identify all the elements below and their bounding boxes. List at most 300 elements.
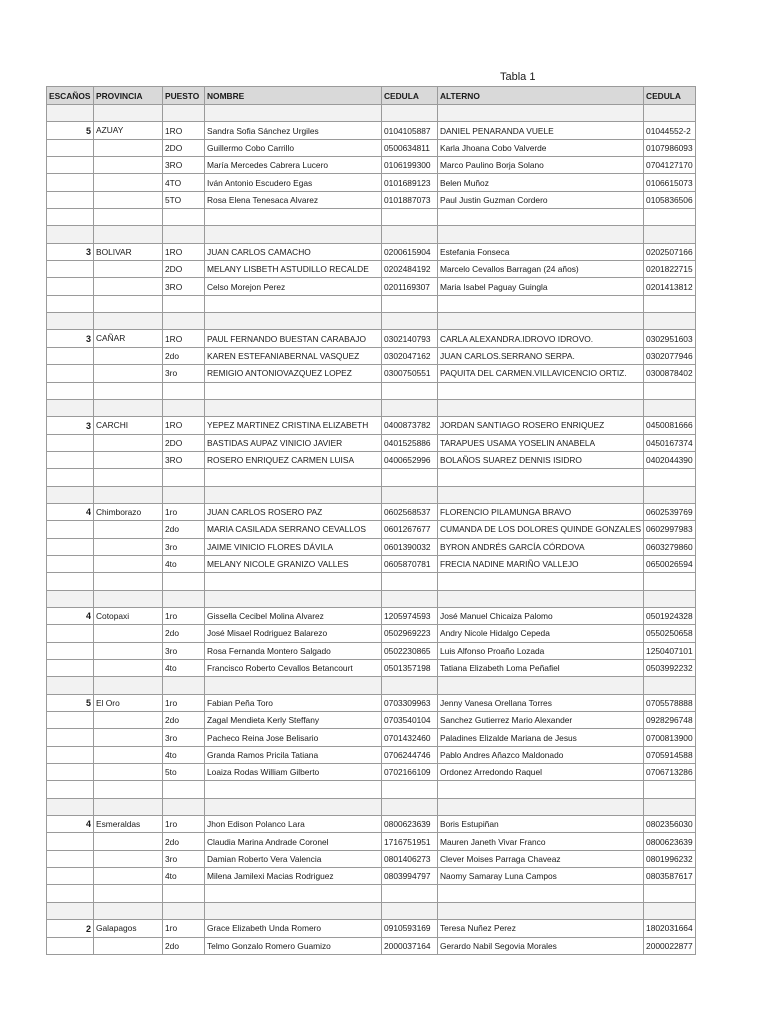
cell-provincia [94, 174, 163, 191]
cell-cedula-alterno: 0603279860 [644, 538, 696, 555]
cell-provincia [94, 278, 163, 295]
cell-escanos [47, 521, 94, 538]
cell-cedula-alterno: 2000022877 [644, 937, 696, 954]
cell-alterno [438, 781, 644, 798]
cell-escanos: 4 [47, 607, 94, 624]
spacer-cell [94, 399, 163, 416]
cell-cedula: 0601267677 [382, 521, 438, 538]
cell-cedula-alterno: 0402044390 [644, 451, 696, 468]
cell-alterno: BOLAÑOS SUAREZ DENNIS ISIDRO [438, 451, 644, 468]
cell-nombre: MELANY LISBETH ASTUDILLO RECALDE [205, 261, 382, 278]
spacer-cell [644, 313, 696, 330]
cell-escanos [47, 365, 94, 382]
cell-escanos [47, 174, 94, 191]
cell-alterno: Marco Paulino Borja Solano [438, 157, 644, 174]
table-row [47, 937, 696, 954]
cell-cedula: 0104105887 [382, 122, 438, 139]
spacer-row [47, 399, 696, 416]
cell-provincia [94, 885, 163, 902]
cell-nombre: María Mercedes Cabrera Lucero [205, 157, 382, 174]
cell-provincia [94, 365, 163, 382]
cell-nombre [205, 209, 382, 226]
cell-nombre [205, 781, 382, 798]
cell-escanos [47, 868, 94, 885]
table-row [47, 573, 696, 590]
spacer-cell [382, 798, 438, 815]
table-row [47, 469, 696, 486]
cell-cedula: 0801406273 [382, 850, 438, 867]
cell-cedula: 0101887073 [382, 191, 438, 208]
table-row [47, 781, 696, 798]
cell-cedula: 0501357198 [382, 660, 438, 677]
cell-provincia [94, 538, 163, 555]
cell-alterno: CUMANDA DE LOS DOLORES QUINDE GONZALES [438, 521, 644, 538]
cell-cedula-alterno: 0705914588 [644, 746, 696, 763]
table-row [47, 451, 696, 468]
cell-cedula-alterno: 0107986093 [644, 139, 696, 156]
cell-provincia [94, 209, 163, 226]
cell-provincia [94, 555, 163, 572]
cell-provincia [94, 382, 163, 399]
cell-cedula-alterno: 0704127170 [644, 157, 696, 174]
cell-alterno: Pablo Andres Añazco Maldonado [438, 746, 644, 763]
spacer-cell [205, 105, 382, 122]
cell-alterno: PAQUITA DEL CARMEN.VILLAVICENCIO ORTIZ. [438, 365, 644, 382]
cell-provincia [94, 781, 163, 798]
cell-puesto: 3RO [163, 157, 205, 174]
cell-cedula: 0910593169 [382, 920, 438, 937]
cell-cedula: 2000037164 [382, 937, 438, 954]
spacer-cell [163, 313, 205, 330]
cell-escanos: 3 [47, 243, 94, 260]
cell-nombre: MARIA CASILADA SERRANO CEVALLOS [205, 521, 382, 538]
cell-nombre: Gissella Cecibel Molina Alvarez [205, 607, 382, 624]
cell-provincia [94, 642, 163, 659]
spacer-cell [163, 798, 205, 815]
cell-alterno: Andry Nicole Hidalgo Cepeda [438, 625, 644, 642]
spacer-cell [205, 590, 382, 607]
cell-nombre: Zagal Mendieta Kerly Steffany [205, 712, 382, 729]
cell-cedula: 0502230865 [382, 642, 438, 659]
table-row [47, 868, 696, 885]
cell-provincia [94, 764, 163, 781]
table-row [47, 191, 696, 208]
cell-escanos: 2 [47, 920, 94, 937]
cell-puesto: 1RO [163, 417, 205, 434]
cell-provincia: BOLIVAR [94, 243, 163, 260]
cell-escanos [47, 157, 94, 174]
spacer-row [47, 798, 696, 815]
spacer-cell [94, 226, 163, 243]
cell-cedula-alterno: 0450167374 [644, 434, 696, 451]
cell-puesto [163, 781, 205, 798]
cell-escanos: 5 [47, 122, 94, 139]
cell-nombre [205, 469, 382, 486]
header-row [47, 87, 696, 105]
table-row [47, 764, 696, 781]
spacer-cell [438, 399, 644, 416]
cell-nombre [205, 573, 382, 590]
cell-cedula-alterno: 0602997983 [644, 521, 696, 538]
cell-escanos [47, 555, 94, 572]
table-row [47, 746, 696, 763]
header-cedula-alterno: CEDULA [644, 87, 696, 105]
cell-alterno: BYRON ANDRÉS GARCÍA CÓRDOVA [438, 538, 644, 555]
spacer-cell [382, 313, 438, 330]
table-row [47, 209, 696, 226]
cell-puesto [163, 469, 205, 486]
cell-nombre: Guillermo Cobo Carrillo [205, 139, 382, 156]
spacer-cell [438, 798, 644, 815]
cell-puesto: 1ro [163, 694, 205, 711]
table-row [47, 295, 696, 312]
cell-alterno: Estefania Fonseca [438, 243, 644, 260]
cell-provincia [94, 625, 163, 642]
cell-provincia: Cotopaxi [94, 607, 163, 624]
spacer-cell [94, 798, 163, 815]
cell-nombre: YEPEZ MARTINEZ CRISTINA ELIZABETH [205, 417, 382, 434]
cell-alterno [438, 469, 644, 486]
cell-cedula-alterno: 01044552-2 [644, 122, 696, 139]
spacer-cell [163, 105, 205, 122]
cell-nombre [205, 295, 382, 312]
cell-cedula-alterno: 0800623639 [644, 833, 696, 850]
cell-cedula: 0500634811 [382, 139, 438, 156]
spacer-cell [382, 590, 438, 607]
cell-cedula-alterno: 0105836506 [644, 191, 696, 208]
cell-cedula-alterno [644, 469, 696, 486]
cell-cedula-alterno: 0650026594 [644, 555, 696, 572]
table-row [47, 660, 696, 677]
spacer-cell [644, 798, 696, 815]
cell-cedula [382, 781, 438, 798]
cell-puesto: 5TO [163, 191, 205, 208]
cell-puesto: 2DO [163, 139, 205, 156]
spacer-cell [47, 590, 94, 607]
cell-cedula: 0701432460 [382, 729, 438, 746]
cell-provincia [94, 157, 163, 174]
cell-nombre: Jhon Edison Polanco Lara [205, 816, 382, 833]
spacer-cell [382, 902, 438, 919]
cell-provincia [94, 295, 163, 312]
cell-cedula-alterno: 0705578888 [644, 694, 696, 711]
spacer-cell [438, 105, 644, 122]
cell-provincia [94, 451, 163, 468]
cell-puesto [163, 209, 205, 226]
spacer-cell [644, 399, 696, 416]
cell-cedula-alterno: 0300878402 [644, 365, 696, 382]
cell-puesto: 1ro [163, 607, 205, 624]
cell-nombre: Fabian Peña Toro [205, 694, 382, 711]
spacer-cell [438, 677, 644, 694]
cell-nombre [205, 382, 382, 399]
cell-provincia: Galapagos [94, 920, 163, 937]
cell-alterno: JORDAN SANTIAGO ROSERO ENRIQUEZ [438, 417, 644, 434]
table-row [47, 521, 696, 538]
cell-cedula: 0601390032 [382, 538, 438, 555]
cell-cedula-alterno: 0802356030 [644, 816, 696, 833]
spacer-cell [438, 226, 644, 243]
spacer-cell [205, 798, 382, 815]
cell-alterno: Sanchez Gutierrez Mario Alexander [438, 712, 644, 729]
cell-escanos [47, 885, 94, 902]
cell-puesto: 3RO [163, 278, 205, 295]
spacer-cell [47, 798, 94, 815]
cell-cedula-alterno: 0550250658 [644, 625, 696, 642]
spacer-cell [163, 677, 205, 694]
spacer-cell [438, 902, 644, 919]
cell-puesto: 5to [163, 764, 205, 781]
cell-cedula: 0101689123 [382, 174, 438, 191]
cell-puesto: 2do [163, 625, 205, 642]
cell-escanos [47, 642, 94, 659]
cell-cedula-alterno: 0302077946 [644, 347, 696, 364]
cell-alterno: Marcelo Cevallos Barragan (24 años) [438, 261, 644, 278]
table-row [47, 885, 696, 902]
table-row [47, 729, 696, 746]
table-row [47, 347, 696, 364]
cell-escanos [47, 937, 94, 954]
cell-escanos [47, 347, 94, 364]
cell-cedula: 0803994797 [382, 868, 438, 885]
spacer-cell [47, 677, 94, 694]
spacer-cell [47, 399, 94, 416]
spacer-cell [644, 902, 696, 919]
cell-nombre: José Misael Rodriguez Balarezo [205, 625, 382, 642]
cell-escanos [47, 209, 94, 226]
cell-provincia [94, 347, 163, 364]
spacer-cell [94, 486, 163, 503]
cell-provincia [94, 937, 163, 954]
cell-puesto [163, 885, 205, 902]
spacer-cell [382, 105, 438, 122]
cell-nombre: JUAN CARLOS ROSERO PAZ [205, 503, 382, 520]
header-alterno: ALTERNO [438, 87, 644, 105]
cell-cedula-alterno: 0450081666 [644, 417, 696, 434]
cell-alterno: DANIEL PENARANDA VUELE [438, 122, 644, 139]
spacer-cell [644, 677, 696, 694]
cell-cedula-alterno: 0503992232 [644, 660, 696, 677]
cell-cedula-alterno [644, 382, 696, 399]
table-row [47, 365, 696, 382]
table-row [47, 157, 696, 174]
table-row [47, 833, 696, 850]
cell-puesto: 2DO [163, 261, 205, 278]
cell-alterno: CARLA ALEXANDRA.IDROVO IDROVO. [438, 330, 644, 347]
cell-cedula: 0202484192 [382, 261, 438, 278]
table-row [47, 920, 696, 937]
cell-cedula [382, 209, 438, 226]
cell-provincia [94, 868, 163, 885]
cell-nombre: REMIGIO ANTONIOVAZQUEZ LOPEZ [205, 365, 382, 382]
cell-nombre: Telmo Gonzalo Romero Guamizo [205, 937, 382, 954]
spacer-cell [205, 399, 382, 416]
cell-escanos [47, 746, 94, 763]
cell-alterno [438, 209, 644, 226]
cell-alterno: Karla Jhoana Cobo Valverde [438, 139, 644, 156]
cell-cedula [382, 382, 438, 399]
spacer-cell [163, 902, 205, 919]
cell-provincia [94, 469, 163, 486]
cell-alterno: JUAN CARLOS.SERRANO SERPA. [438, 347, 644, 364]
cell-cedula: 0400652996 [382, 451, 438, 468]
spacer-cell [94, 313, 163, 330]
spacer-cell [163, 590, 205, 607]
table-row [47, 642, 696, 659]
spacer-cell [382, 677, 438, 694]
cell-cedula-alterno [644, 781, 696, 798]
cell-puesto: 1RO [163, 330, 205, 347]
cell-cedula: 0200615904 [382, 243, 438, 260]
cell-alterno [438, 573, 644, 590]
spacer-row [47, 902, 696, 919]
candidates-table [46, 86, 696, 955]
cell-alterno: Paladines Elizalde Mariana de Jesus [438, 729, 644, 746]
cell-alterno [438, 382, 644, 399]
spacer-cell [205, 226, 382, 243]
table-row [47, 122, 696, 139]
cell-provincia [94, 712, 163, 729]
cell-puesto [163, 382, 205, 399]
spacer-row [47, 590, 696, 607]
cell-puesto [163, 295, 205, 312]
table-row [47, 555, 696, 572]
cell-puesto: 2do [163, 833, 205, 850]
cell-escanos: 5 [47, 694, 94, 711]
cell-nombre: Milena Jamilexi Macias Rodriguez [205, 868, 382, 885]
cell-provincia [94, 261, 163, 278]
cell-nombre: Granda Ramos Pricila Tatiana [205, 746, 382, 763]
spacer-cell [47, 226, 94, 243]
cell-cedula: 0201169307 [382, 278, 438, 295]
cell-cedula: 0300750551 [382, 365, 438, 382]
cell-cedula [382, 469, 438, 486]
table-row [47, 278, 696, 295]
cell-escanos [47, 625, 94, 642]
table-row [47, 417, 696, 434]
cell-provincia: Esmeraldas [94, 816, 163, 833]
spacer-cell [205, 677, 382, 694]
cell-cedula-alterno [644, 209, 696, 226]
cell-alterno: Tatiana Elizabeth Loma Peñafiel [438, 660, 644, 677]
cell-alterno: Ordonez Arredondo Raquel [438, 764, 644, 781]
table-row [47, 174, 696, 191]
header-provincia: PROVINCIA [94, 87, 163, 105]
cell-puesto: 3ro [163, 729, 205, 746]
table-row [47, 434, 696, 451]
spacer-cell [163, 226, 205, 243]
cell-cedula: 0302140793 [382, 330, 438, 347]
cell-nombre: JUAN CARLOS CAMACHO [205, 243, 382, 260]
cell-nombre: Sandra Sofia Sánchez Urgiles [205, 122, 382, 139]
cell-alterno: Paul Justin Guzman Cordero [438, 191, 644, 208]
cell-puesto: 4TO [163, 174, 205, 191]
cell-provincia: AZUAY [94, 122, 163, 139]
cell-nombre: Rosa Fernanda Montero Salgado [205, 642, 382, 659]
cell-escanos [47, 434, 94, 451]
cell-provincia: CAÑAR [94, 330, 163, 347]
table-row [47, 538, 696, 555]
spacer-cell [94, 902, 163, 919]
cell-escanos [47, 295, 94, 312]
spacer-cell [205, 902, 382, 919]
header-puesto: PUESTO [163, 87, 205, 105]
cell-cedula [382, 573, 438, 590]
cell-escanos [47, 573, 94, 590]
cell-nombre: PAUL FERNANDO BUESTAN CARABAJO [205, 330, 382, 347]
cell-cedula-alterno: 0706713286 [644, 764, 696, 781]
cell-puesto: 3ro [163, 538, 205, 555]
cell-nombre: Damian Roberto Vera Valencia [205, 850, 382, 867]
spacer-row [47, 313, 696, 330]
cell-escanos [47, 261, 94, 278]
spacer-cell [205, 486, 382, 503]
cell-provincia: CARCHI [94, 417, 163, 434]
cell-nombre: Pacheco Reina Jose Belisario [205, 729, 382, 746]
cell-escanos [47, 850, 94, 867]
table-row [47, 261, 696, 278]
table-title: Tabla 1 [500, 71, 536, 83]
cell-provincia: El Oro [94, 694, 163, 711]
cell-cedula-alterno [644, 295, 696, 312]
table-row [47, 607, 696, 624]
cell-escanos: 4 [47, 816, 94, 833]
table-row [47, 625, 696, 642]
cell-cedula-alterno: 0501924328 [644, 607, 696, 624]
cell-cedula-alterno: 0700813900 [644, 729, 696, 746]
header-nombre: NOMBRE [205, 87, 382, 105]
table-row [47, 330, 696, 347]
cell-puesto: 4to [163, 660, 205, 677]
cell-alterno: Belen Muñoz [438, 174, 644, 191]
cell-nombre: Loaiza Rodas William Gilberto [205, 764, 382, 781]
cell-cedula-alterno [644, 573, 696, 590]
table-row [47, 850, 696, 867]
spacer-row [47, 105, 696, 122]
cell-alterno: Luis Alfonso Proaño Lozada [438, 642, 644, 659]
cell-provincia: Chimborazo [94, 503, 163, 520]
spacer-row [47, 226, 696, 243]
cell-escanos: 3 [47, 330, 94, 347]
cell-cedula: 0106199300 [382, 157, 438, 174]
cell-alterno: FLORENCIO PILAMUNGA BRAVO [438, 503, 644, 520]
cell-nombre: Claudia Marina Andrade Coronel [205, 833, 382, 850]
cell-escanos [47, 712, 94, 729]
cell-cedula-alterno: 0928296748 [644, 712, 696, 729]
cell-escanos [47, 278, 94, 295]
cell-escanos [47, 538, 94, 555]
cell-nombre: Celso Morejon Perez [205, 278, 382, 295]
cell-puesto: 4to [163, 555, 205, 572]
table-row [47, 816, 696, 833]
spacer-cell [163, 486, 205, 503]
cell-nombre: Francisco Roberto Cevallos Betancourt [205, 660, 382, 677]
cell-cedula-alterno: 1802031664 [644, 920, 696, 937]
cell-puesto: 2do [163, 347, 205, 364]
cell-alterno: Gerardo Nabil Segovia Morales [438, 937, 644, 954]
cell-cedula: 0401525886 [382, 434, 438, 451]
cell-puesto: 4to [163, 746, 205, 763]
cell-provincia [94, 746, 163, 763]
table-row [47, 382, 696, 399]
spacer-cell [382, 399, 438, 416]
spacer-cell [644, 590, 696, 607]
cell-cedula-alterno: 0202507166 [644, 243, 696, 260]
cell-puesto: 1ro [163, 920, 205, 937]
cell-alterno: José Manuel Chicaiza Palomo [438, 607, 644, 624]
spacer-row [47, 677, 696, 694]
cell-cedula: 0706244746 [382, 746, 438, 763]
